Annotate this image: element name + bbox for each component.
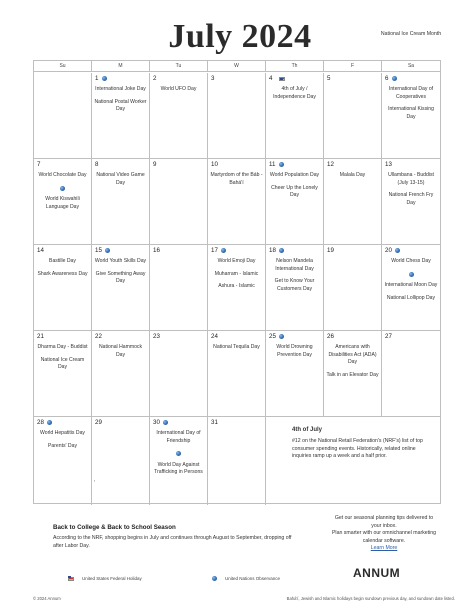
day-events (268, 258, 321, 298)
promo-block (330, 515, 438, 553)
globe-icon (105, 248, 110, 253)
event-label: Talk in an Elevator Day (326, 371, 379, 378)
globe-icon (47, 420, 52, 425)
event-label: Get to Know Your Customers Day (274, 278, 315, 292)
day-cell-13[interactable] (382, 159, 440, 245)
season-callout (53, 524, 293, 550)
weekday-w: W (208, 61, 266, 72)
day-cell-11[interactable] (266, 159, 324, 245)
event-label: Dharma Day - Buddist (37, 344, 88, 350)
day-cell-21[interactable] (34, 331, 92, 417)
event-label: World Youth Skills Day (94, 258, 147, 264)
event-label: Ashura - Islamic (218, 283, 255, 290)
month-observance: National Ice Cream Month (380, 31, 442, 37)
us-flag-icon (279, 77, 285, 81)
event-label: Americans with Disabilities Act (ADA) Day (328, 344, 377, 366)
day-events (36, 344, 89, 377)
event-label: 4th of July / Independence Day (273, 86, 316, 100)
season-title: Back to College & Back to School Season (53, 524, 176, 531)
day-cell-3[interactable] (208, 73, 266, 159)
day-number: 4 (269, 75, 273, 82)
day-events (94, 344, 147, 364)
day-cell-23[interactable] (150, 331, 208, 417)
day-number: 31 (211, 419, 218, 426)
legend-federal (68, 576, 142, 581)
event-label: International Kissing Day (388, 106, 434, 120)
holiday-footnote: Bahá'í, Jewish and Islamic holidays begin sundown previous day, and sundown date listed. (286, 596, 455, 601)
event-label: National Video Game Day (96, 172, 145, 186)
event-label: World Drowning Prevention Day (276, 344, 313, 358)
event-label: National Lollipop Day (386, 294, 436, 301)
event-label: National Tequila Day (213, 344, 260, 350)
day-cell-2[interactable] (150, 73, 208, 159)
day-number: 17 (211, 247, 218, 254)
day-cell-31[interactable] (208, 417, 266, 505)
day-cell-29[interactable] (92, 417, 150, 505)
day-events (210, 344, 263, 357)
day-cell-5[interactable] (324, 73, 382, 159)
day-number: 3 (211, 75, 215, 82)
day-events (36, 430, 89, 455)
day-cell-22[interactable] (92, 331, 150, 417)
globe-icon (60, 186, 65, 191)
us-flag-icon (68, 577, 74, 581)
day-events (36, 172, 89, 216)
weekday-th: Th (266, 61, 324, 72)
day-events (210, 258, 263, 296)
day-number: 18 (269, 247, 276, 254)
day-number: 27 (385, 333, 392, 340)
event-label: World Kiswahili Language Day (45, 196, 80, 210)
globe-icon (279, 162, 284, 167)
day-cell-19[interactable] (324, 245, 382, 331)
day-number: 23 (153, 333, 160, 340)
day-events (94, 258, 147, 291)
event-label: International Joke Day (95, 86, 146, 92)
day-cell-26[interactable] (324, 331, 382, 417)
day-cell-18[interactable] (266, 245, 324, 331)
event-label: World Chess Day (391, 258, 431, 264)
day-cell-27[interactable] (382, 331, 440, 417)
event-label: World Day Against Trafficking in Persons (154, 461, 203, 476)
globe-icon (279, 334, 284, 339)
day-events (268, 344, 321, 364)
day-number: 15 (95, 247, 102, 254)
day-cell-25[interactable] (266, 331, 324, 417)
day-events (210, 172, 263, 192)
event-label: World Population Day (269, 172, 320, 178)
globe-icon (392, 76, 397, 81)
legend-federal-label: United States Federal Holiday (82, 576, 142, 581)
day-number: 9 (153, 161, 157, 168)
day-number: 16 (153, 247, 160, 254)
day-number: 25 (269, 333, 276, 340)
day-events (94, 86, 147, 119)
day-cell-20[interactable] (382, 245, 440, 331)
event-label: National French Fry Day (388, 192, 434, 206)
day-events (152, 86, 205, 99)
legend-un-label: United Nations Observance (225, 576, 281, 581)
copyright: © 2024 Annum (33, 596, 61, 601)
globe-icon (176, 451, 181, 456)
day-number: 13 (385, 161, 392, 168)
globe-icon (395, 248, 400, 253)
globe-icon (212, 576, 217, 581)
empty-cell[interactable] (34, 73, 92, 159)
day-number: 5 (327, 75, 331, 82)
page-title: July 2024 (168, 18, 312, 55)
day-events (152, 430, 205, 482)
day-number: 22 (95, 333, 102, 340)
day-cell-1[interactable] (92, 73, 150, 159)
globe-icon (279, 248, 284, 253)
day-events (268, 172, 321, 205)
globe-icon (409, 272, 414, 277)
day-cell-24[interactable] (208, 331, 266, 417)
event-label: Muharram - Islamic (214, 270, 259, 277)
event-label: , (94, 477, 96, 483)
day-number: 6 (385, 75, 389, 82)
day-number: 30 (153, 419, 160, 426)
promo-line-2: Plan smarter with our omnichannel marketing calendar software. (331, 530, 437, 544)
day-events (94, 477, 147, 490)
annum-logo: ANNUM (353, 566, 401, 580)
day-events (326, 344, 379, 384)
note-cell-4th-of-july (266, 417, 440, 505)
promo-line-1: Get our seasonal planning tips delivered to your inbox. (334, 515, 434, 529)
event-label: World UFO Day (160, 86, 197, 92)
day-number: 8 (95, 161, 99, 168)
day-number: 26 (327, 333, 334, 340)
day-number: 14 (37, 247, 44, 254)
day-cell-10[interactable] (208, 159, 266, 245)
day-cell-7[interactable] (34, 159, 92, 245)
day-number: 20 (385, 247, 392, 254)
event-label: International Moon Day (384, 282, 438, 289)
day-events (384, 86, 438, 126)
day-events (94, 172, 147, 192)
day-number: 10 (211, 161, 218, 168)
event-label: Malala Day (339, 172, 366, 178)
day-cell-30[interactable] (150, 417, 208, 505)
event-label: Cheer Up the Lonely Day (271, 184, 318, 199)
event-label: National Ice Cream Day (40, 356, 85, 371)
day-number: 12 (327, 161, 334, 168)
day-events (384, 172, 438, 212)
weekday-header (34, 61, 440, 72)
event-label: Martyrdom of the Báb - Bahá'í (210, 172, 263, 186)
event-label: World Emoji Day (217, 258, 256, 264)
weekday-f: F (324, 61, 382, 72)
event-label: Nelson Mandela International Day (275, 258, 314, 272)
day-number: 7 (37, 161, 41, 168)
day-number: 29 (95, 419, 102, 426)
calendar-grid (33, 60, 441, 504)
event-label: World Hepatitis Day (40, 430, 85, 436)
note-title: 4th of July (292, 427, 323, 433)
event-label: Shark Awareness Day (37, 270, 88, 277)
day-events (36, 258, 89, 283)
season-text: According to the NRF, shopping begins in July and continues through August to September, dropping off after Labor Day. (53, 535, 292, 549)
weekday-su: Su (34, 61, 92, 72)
globe-icon (221, 248, 226, 253)
day-number: 1 (95, 75, 99, 82)
event-label: Give Something Away Day (95, 270, 146, 285)
day-cell-16[interactable] (150, 245, 208, 331)
globe-icon (102, 76, 107, 81)
note-text: #12 on the National Retail Federation's (NRF's) list of top consumer spending events. Historically, related online inquiries ramp up a week and a half prior. (292, 437, 423, 460)
event-label: Parents' Day (47, 442, 77, 449)
day-number: 19 (327, 247, 334, 254)
day-events (384, 258, 438, 307)
day-number: 11 (269, 161, 276, 168)
legend-un (212, 576, 280, 581)
event-label: National Hammock Day (98, 344, 143, 358)
day-cell-4[interactable] (266, 73, 324, 159)
day-number: 28 (37, 419, 44, 426)
globe-icon (163, 420, 168, 425)
event-label: International Day of Friendship (156, 430, 201, 444)
event-label: World Chocolate Day (38, 172, 87, 178)
day-events (326, 172, 379, 185)
learn-more-link[interactable]: Learn More (370, 545, 398, 552)
day-cell-12[interactable] (324, 159, 382, 245)
day-cell-28[interactable] (34, 417, 92, 505)
day-events (268, 86, 321, 106)
event-label: Bastille Day (49, 258, 76, 264)
day-cell-15[interactable] (92, 245, 150, 331)
day-number: 21 (37, 333, 44, 340)
day-cell-17[interactable] (208, 245, 266, 331)
event-label: National Postal Worker Day (94, 98, 147, 113)
event-label: Ullambana - Buddist (July 13-15) (388, 172, 434, 186)
weekday-m: M (92, 61, 150, 72)
event-label: International Day of Cooperatives (388, 86, 434, 100)
day-cell-9[interactable] (150, 159, 208, 245)
day-cell-14[interactable] (34, 245, 92, 331)
day-number: 24 (211, 333, 218, 340)
weekday-sa: Sa (407, 63, 415, 69)
day-number: 2 (153, 75, 157, 82)
day-cell-8[interactable] (92, 159, 150, 245)
day-cell-6[interactable] (382, 73, 440, 159)
weekday-tu: Tu (150, 61, 208, 72)
